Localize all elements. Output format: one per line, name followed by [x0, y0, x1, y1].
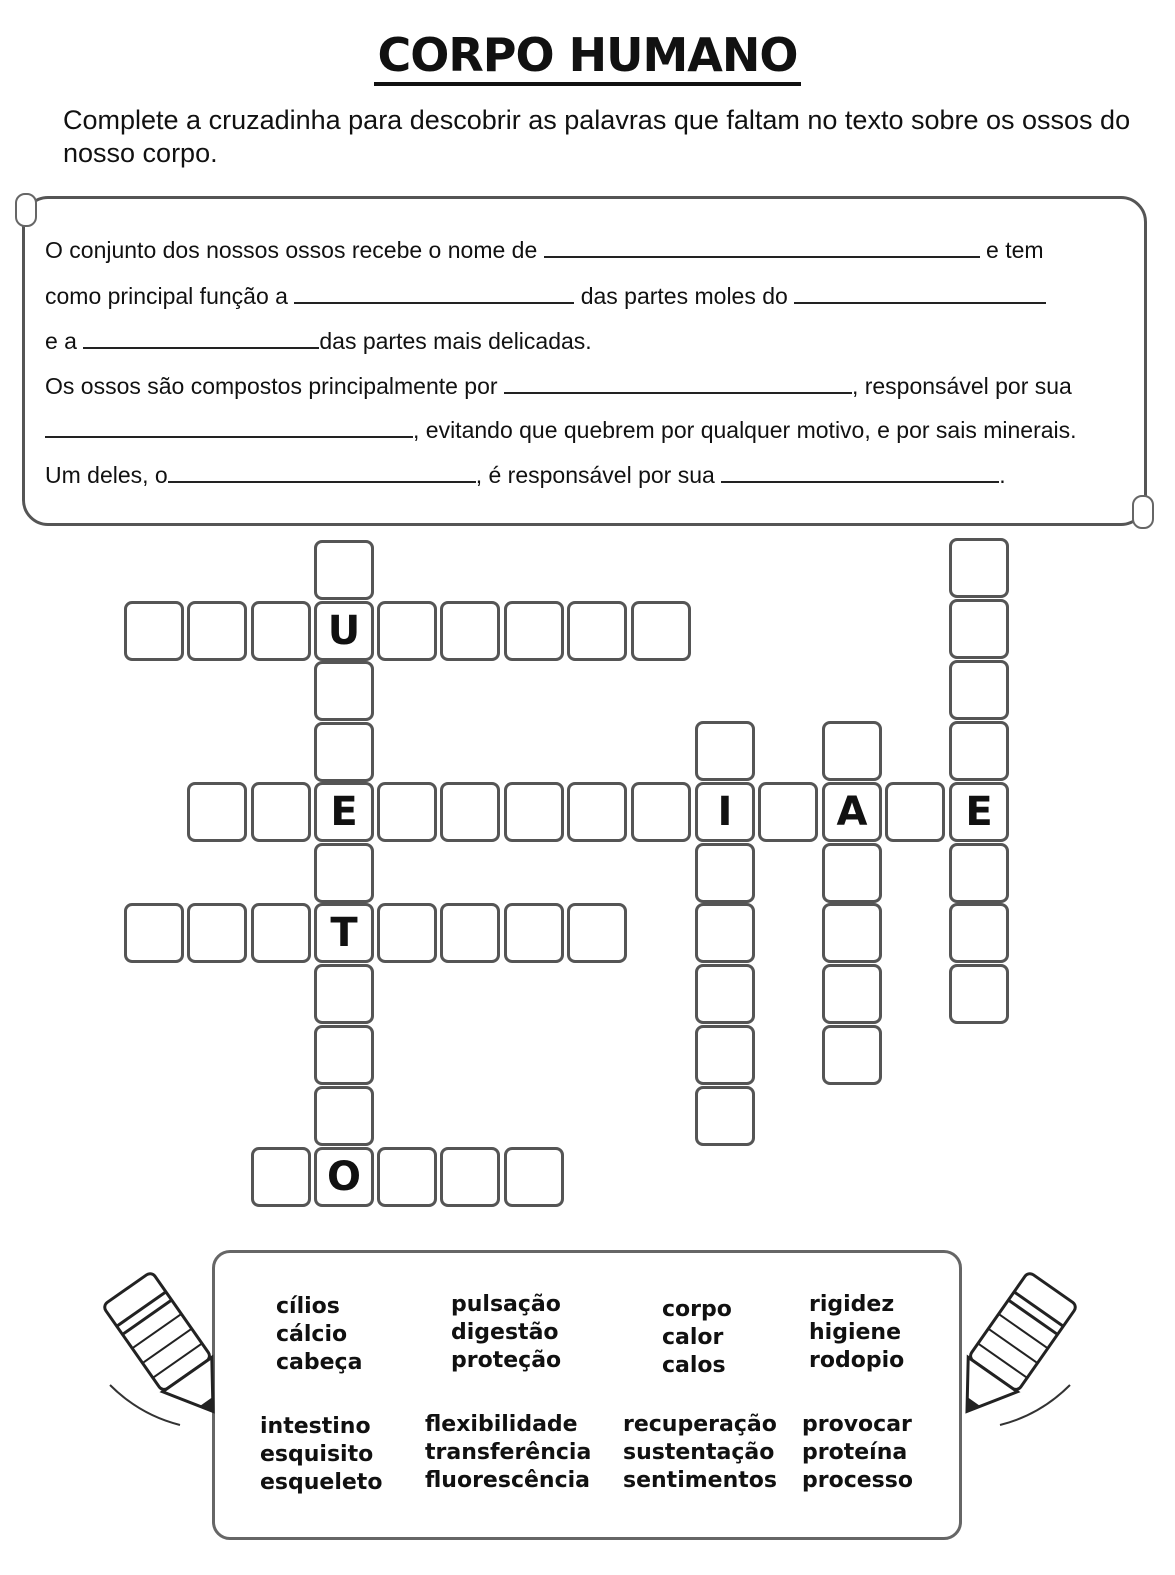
crossword-cell[interactable] [314, 722, 374, 782]
crossword-cell[interactable] [314, 843, 374, 903]
crossword-cell[interactable] [187, 903, 247, 963]
crossword-cell[interactable] [124, 601, 184, 661]
instructions: Complete a cruzadinha para descobrir as palavras que faltam no texto sobre os ossos do nosso corpo. [63, 105, 1131, 168]
text-line-6 [45, 461, 1006, 489]
word-bank-item: cálcio [276, 1322, 348, 1347]
crossword-cell[interactable] [567, 601, 627, 661]
page-title: CORPO HUMANO [0, 28, 1175, 82]
crossword-cell[interactable] [314, 661, 374, 721]
crossword-cell[interactable] [187, 601, 247, 661]
pencil-left-icon [80, 1265, 255, 1435]
word-bank-item: sustentação [623, 1440, 775, 1465]
crossword-cell[interactable] [758, 782, 818, 842]
text-segment: , é responsável por sua [475, 462, 715, 488]
word-bank-item: calos [662, 1353, 726, 1378]
crossword-cell[interactable] [377, 782, 437, 842]
crossword-cell[interactable] [567, 903, 627, 963]
crossword-cell[interactable] [695, 903, 755, 963]
crossword-cell[interactable] [695, 843, 755, 903]
crossword-cell[interactable] [949, 843, 1009, 903]
crossword-cell[interactable] [695, 1086, 755, 1146]
text-segment: , responsável por sua [851, 373, 1072, 399]
crossword-cell[interactable] [695, 964, 755, 1024]
word-bank-item: intestino [260, 1414, 371, 1439]
crossword-cell[interactable] [251, 782, 311, 842]
word-bank-column [260, 1413, 382, 1497]
word-bank-item: proteção [451, 1348, 562, 1373]
text-segment: e a [45, 328, 77, 354]
crossword-cell[interactable] [440, 1147, 500, 1207]
blank-field[interactable] [794, 282, 1046, 304]
text-segment: e tem [986, 237, 1044, 263]
text-segment: das partes moles do [580, 283, 788, 309]
text-line-3 [45, 327, 592, 355]
text-segment: Os ossos são compostos principalmente por [45, 373, 498, 399]
blank-field[interactable] [83, 327, 319, 349]
word-bank-item: rigidez [809, 1292, 895, 1317]
word-bank-column [802, 1411, 913, 1495]
crossword-cell[interactable] [695, 1025, 755, 1085]
text-line-1 [45, 236, 1044, 264]
word-bank-item: corpo [662, 1297, 732, 1322]
crossword-cell[interactable] [822, 721, 882, 781]
crossword-cell[interactable] [567, 782, 627, 842]
blank-field[interactable] [504, 372, 852, 394]
crossword-cell[interactable] [251, 1147, 311, 1207]
crossword-cell[interactable] [314, 964, 374, 1024]
crossword-cell[interactable] [377, 601, 437, 661]
crossword-cell[interactable] [314, 1025, 374, 1085]
word-bank-item: calor [662, 1325, 724, 1350]
word-bank-item: digestão [451, 1320, 559, 1345]
crossword-cell[interactable] [504, 1147, 564, 1207]
word-bank-column [451, 1291, 561, 1375]
word-bank-item: recuperação [623, 1412, 777, 1437]
text-segment: das partes mais delicadas. [319, 328, 592, 354]
text-segment: como principal função a [45, 283, 288, 309]
word-bank-item: cílios [276, 1294, 340, 1319]
crossword-cell[interactable] [124, 903, 184, 963]
crossword-cell[interactable] [822, 903, 882, 963]
text-segment: O conjunto dos nossos ossos recebe o nome de [45, 237, 538, 263]
crossword-cell[interactable] [949, 599, 1009, 659]
crossword-cell[interactable] [314, 540, 374, 600]
text-segment: , evitando que quebrem por qualquer motivo, e por sais minerais. [413, 417, 1077, 443]
word-bank-item: cabeça [276, 1350, 363, 1375]
word-bank-item: transferência [425, 1440, 592, 1465]
word-bank-column [623, 1411, 777, 1495]
crossword-cell-o[interactable]: O [314, 1147, 374, 1207]
word-bank-item: rodopio [809, 1348, 905, 1373]
crossword-cell-e2[interactable]: E [949, 782, 1009, 842]
crossword-cell[interactable] [695, 721, 755, 781]
crossword-cell[interactable] [504, 782, 564, 842]
crossword-cell-t[interactable]: T [314, 903, 374, 963]
crossword-cell[interactable] [251, 903, 311, 963]
text-segment: Um deles, o [45, 462, 168, 488]
word-bank-item: sentimentos [623, 1468, 777, 1493]
crossword-cell[interactable] [440, 903, 500, 963]
blank-field[interactable] [721, 461, 999, 483]
pencil-right-icon [925, 1265, 1100, 1435]
word-bank-item: provocar [802, 1412, 912, 1437]
text-line-5 [45, 416, 1077, 444]
crossword-cell[interactable] [377, 903, 437, 963]
crossword-cell[interactable] [377, 1147, 437, 1207]
crossword-cell[interactable] [949, 903, 1009, 963]
text-line-4 [45, 372, 1072, 400]
crossword-cell[interactable] [251, 601, 311, 661]
word-bank-item: higiene [809, 1320, 901, 1345]
text-segment: . [999, 462, 1006, 488]
crossword-cell[interactable] [631, 782, 691, 842]
crossword-cell-a[interactable]: A [822, 782, 882, 842]
blank-field[interactable] [294, 282, 574, 304]
crossword-cell[interactable] [822, 843, 882, 903]
word-bank-column [662, 1296, 732, 1380]
crossword-cell[interactable] [504, 601, 564, 661]
crossword-cell[interactable] [822, 964, 882, 1024]
crossword-cell[interactable] [440, 601, 500, 661]
crossword-cell[interactable] [885, 782, 945, 842]
word-bank-item: esqueleto [260, 1470, 383, 1495]
crossword-cell[interactable] [504, 903, 564, 963]
word-bank-item: processo [802, 1468, 913, 1493]
crossword-cell[interactable] [949, 964, 1009, 1024]
word-bank-column [276, 1293, 362, 1377]
crossword-cell[interactable] [949, 721, 1009, 781]
crossword-cell[interactable] [314, 1086, 374, 1146]
crossword-cell[interactable] [631, 601, 691, 661]
crossword-cell[interactable] [949, 538, 1009, 598]
crossword-cell[interactable] [949, 660, 1009, 720]
crossword-cell[interactable] [440, 782, 500, 842]
crossword-cell[interactable] [187, 782, 247, 842]
crossword-cell-i[interactable]: I [695, 782, 755, 842]
crossword-cell-u[interactable]: U [314, 601, 374, 661]
word-bank-item: proteína [802, 1440, 908, 1465]
blank-field[interactable] [168, 461, 476, 483]
blank-field[interactable] [45, 416, 413, 438]
crossword-cell[interactable] [822, 1025, 882, 1085]
word-bank-item: esquisito [260, 1442, 374, 1467]
crossword-cell-e[interactable]: E [314, 782, 374, 842]
word-bank-item: flexibilidade [425, 1412, 578, 1437]
text-line-2 [45, 282, 1046, 310]
word-bank-item: fluorescência [425, 1468, 590, 1493]
word-bank-column [809, 1291, 904, 1375]
word-bank-item: pulsação [451, 1292, 561, 1317]
word-bank-column [425, 1411, 591, 1495]
blank-field[interactable] [544, 236, 980, 258]
